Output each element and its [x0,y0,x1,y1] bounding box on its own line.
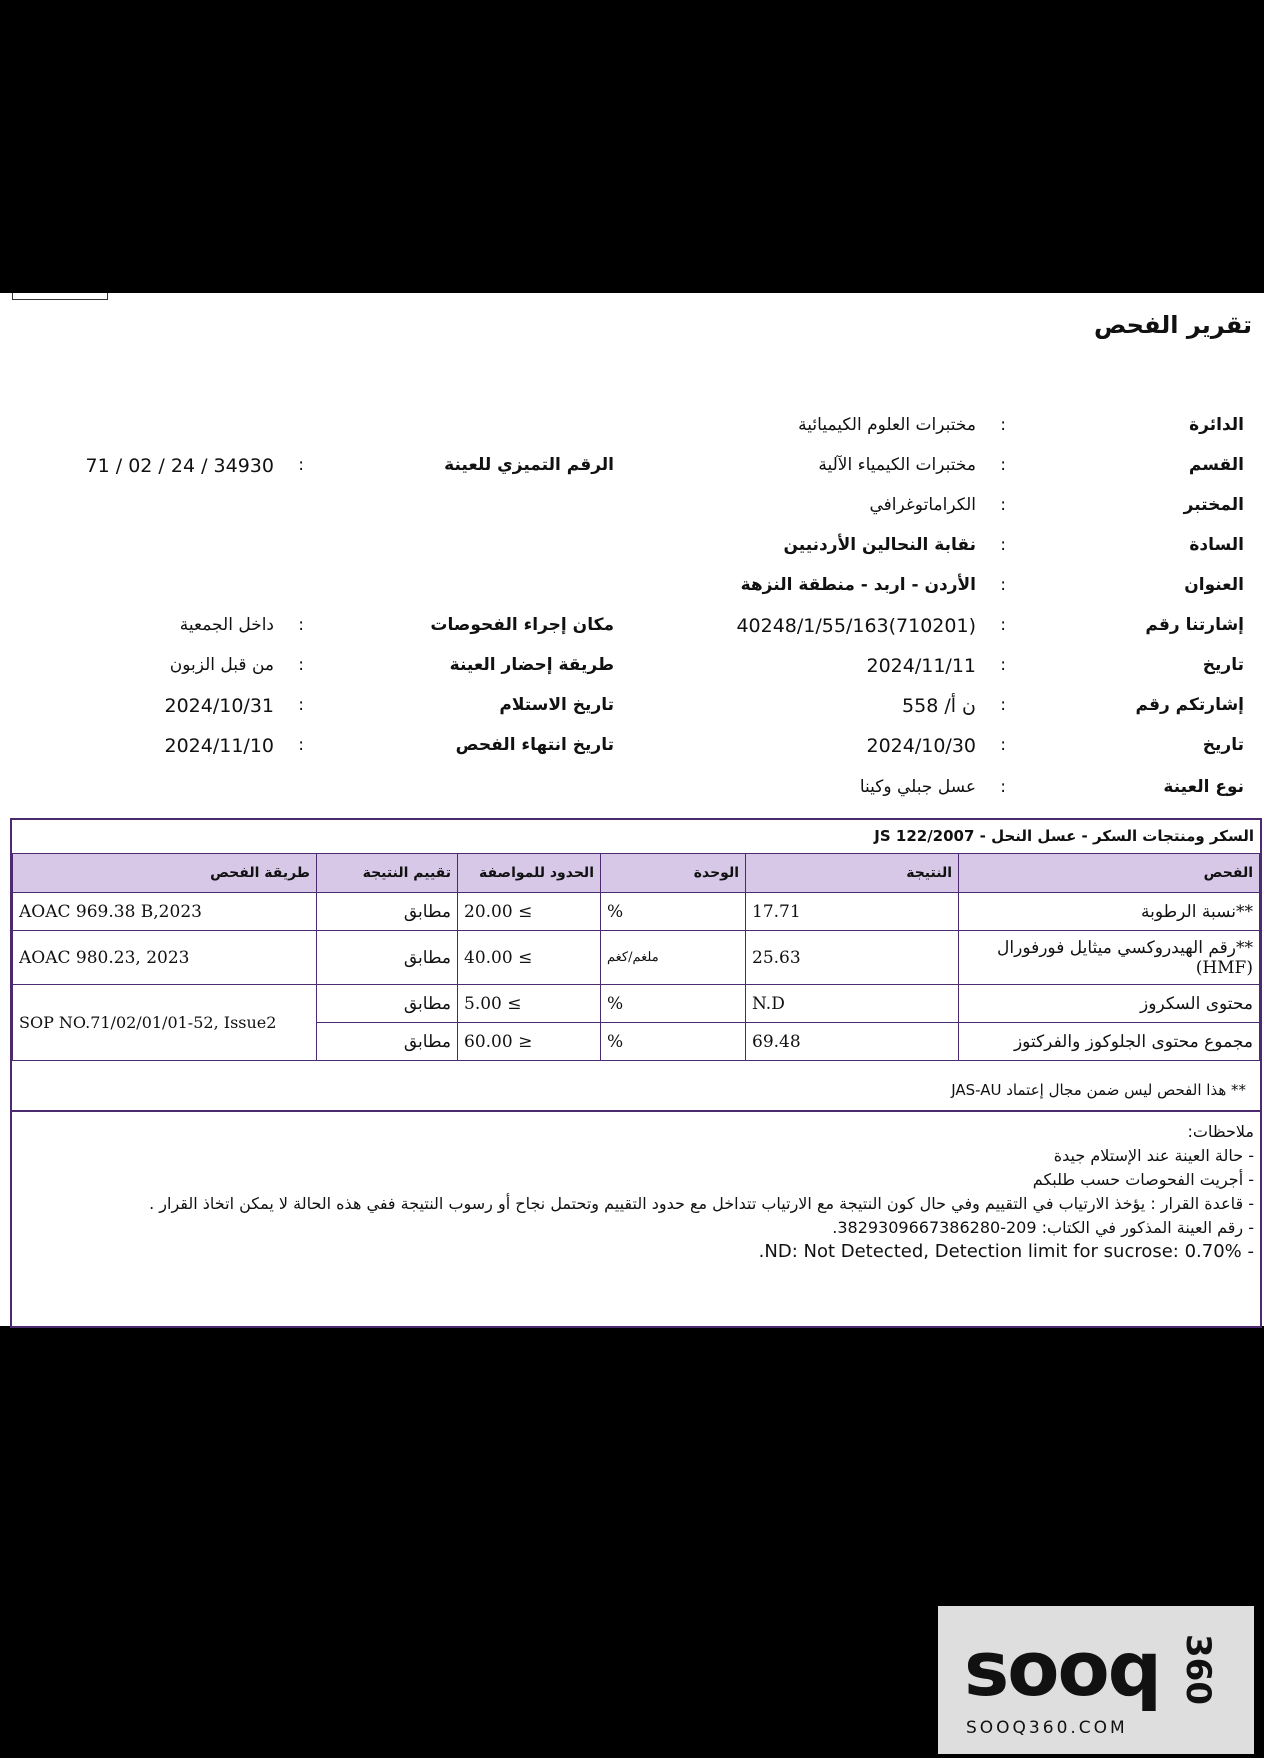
info-row [0,695,1264,725]
note-item: - حالة العينة عند الإستلام جيدة [1053,1146,1254,1165]
cell-method: AOAC 969.38 B,2023 [13,893,317,931]
cell-result: 25.63 [746,931,959,985]
info-colon: : [1000,777,1006,797]
cell-eval: مطابق [317,1023,458,1061]
watermark-brand: sooq [964,1624,1161,1713]
info-colon: : [298,455,304,475]
cell-eval: مطابق [317,893,458,931]
watermark-number: 360 [1178,1634,1218,1705]
info-colon: : [1000,735,1006,755]
scope-note: ** هذا الفحص ليس ضمن مجال إعتماد JAS-AU [12,1072,1260,1112]
info-label: تاريخ [1202,655,1244,675]
cell-limit: ≥ 20.00 [458,893,601,931]
info-value: 34930 / 24 / 02 / 71 [85,455,274,477]
info-row [0,495,1264,525]
info-label: القسم [1188,455,1244,475]
cell-unit: ملغم/كغم [601,931,746,985]
info-colon: : [298,615,304,635]
info-value: مختبرات العلوم الكيميائية [798,415,976,435]
header-method: طريقة الفحص [13,854,317,893]
info-value: نقابة النحالين الأردنيين [783,535,976,555]
cell-limit: ≥ 5.00 [458,985,601,1023]
top-stub [12,293,108,300]
info-value: ن أ/ 558 [902,695,976,717]
cell-method: SOP NO.71/02/01/01-52, Issue2 [13,985,317,1061]
report-title: تقرير الفحص [1093,311,1252,339]
table-row [13,985,1260,1023]
table-row [13,893,1260,931]
cell-method: AOAC 980.23, 2023 [13,931,317,985]
report-document [0,293,1264,1326]
info-label: مكان إجراء الفحوصات [430,615,614,635]
header-eval: تقييم النتيجة [317,854,458,893]
info-colon: : [298,655,304,675]
info-row [0,777,1264,807]
cell-unit: % [601,1023,746,1061]
info-row [0,655,1264,685]
info-row [0,415,1264,445]
sooq360-watermark [938,1606,1254,1754]
watermark-url: SOOQ360.COM [966,1718,1128,1738]
info-label: تاريخ [1202,735,1244,755]
info-colon: : [1000,415,1006,435]
info-value: 40248/1/55/163(710201) [736,615,976,637]
cell-limit: ≤ 60.00 [458,1023,601,1061]
info-label: المختبر [1183,495,1244,515]
note-item: - رقم العينة المذكور في الكتاب: 209-3829309667386280. [832,1218,1254,1237]
table-row [13,931,1260,985]
cell-eval: مطابق [317,931,458,985]
cell-test: مجموع محتوى الجلوكوز والفركتوز [959,1023,1260,1061]
info-value: مختبرات الكيمياء الآلية [818,455,976,475]
info-row [0,735,1264,765]
cell-test: **رقم الهيدروكسي ميثايل فورفورال (HMF) [959,931,1260,985]
notes-title: ملاحظات: [1187,1122,1254,1141]
info-colon: : [1000,495,1006,515]
info-value: 2024/11/10 [164,735,274,757]
notes-section [22,1120,1254,1264]
note-item: - قاعدة القرار : يؤخذ الارتياب في التقييم وفي حال كون النتيجة مع الارتياب تتداخل مع حدود التقييم وتحتمل نجاح أو رسوب النتيجة ففي هذه الحالة لا يمكن اتخاذ القرار . [149,1194,1254,1213]
info-colon: : [1000,575,1006,595]
info-label: الدائرة [1189,415,1244,435]
info-label: نوع العينة [1163,777,1244,797]
info-colon: : [298,695,304,715]
info-value: 2024/10/30 [866,735,976,757]
info-value: عسل جبلي وكينا [859,777,976,797]
info-value: الأردن - اربد - منطقة النزهة [740,575,976,595]
info-label: تاريخ الاستلام [499,695,614,715]
info-colon: : [1000,655,1006,675]
results-box [10,818,1262,1328]
cell-result: 17.71 [746,893,959,931]
info-row [0,535,1264,565]
info-value: 2024/11/11 [866,655,976,677]
results-table [12,853,1260,1061]
info-value: من قبل الزبون [169,655,274,675]
cell-limit: ≥ 40.00 [458,931,601,985]
cell-result: N.D [746,985,959,1023]
info-value: داخل الجمعية [179,615,274,635]
note-item: - أجريت الفحوصات حسب طلبكم [1032,1170,1254,1189]
standard-header: السكر ومنتجات السكر - عسل النحل - JS 122/2007 [12,820,1260,855]
info-colon: : [1000,455,1006,475]
info-label: العنوان [1184,575,1244,595]
info-label: تاريخ انتهاء الفحص [455,735,614,755]
cell-unit: % [601,893,746,931]
header-test: الفحص [959,854,1260,893]
cell-test: **نسبة الرطوبة [959,893,1260,931]
info-row [0,615,1264,645]
header-result: النتيجة [746,854,959,893]
info-label: الرقم التميزي للعينة [444,455,614,475]
info-colon: : [1000,535,1006,555]
info-label: إشارتنا رقم [1145,615,1244,635]
info-label: طريقة إحضار العينة [449,655,614,675]
cell-unit: % [601,985,746,1023]
info-colon: : [1000,695,1006,715]
info-label: السادة [1189,535,1244,555]
info-colon: : [298,735,304,755]
cell-test: محتوى السكروز [959,985,1260,1023]
table-header-row [13,854,1260,893]
header-unit: الوحدة [601,854,746,893]
cell-eval: مطابق [317,985,458,1023]
header-limit: الحدود للمواصفة [458,854,601,893]
info-colon: : [1000,615,1006,635]
info-row [0,455,1264,485]
info-value: 2024/10/31 [164,695,274,717]
info-label: إشارتكم رقم [1135,695,1244,715]
info-row [0,575,1264,605]
note-item: - ND: Not Detected, Detection limit for sucrose: 0.70%. [758,1241,1254,1262]
cell-result: 69.48 [746,1023,959,1061]
info-value: الكراماتوغرافي [869,495,976,515]
